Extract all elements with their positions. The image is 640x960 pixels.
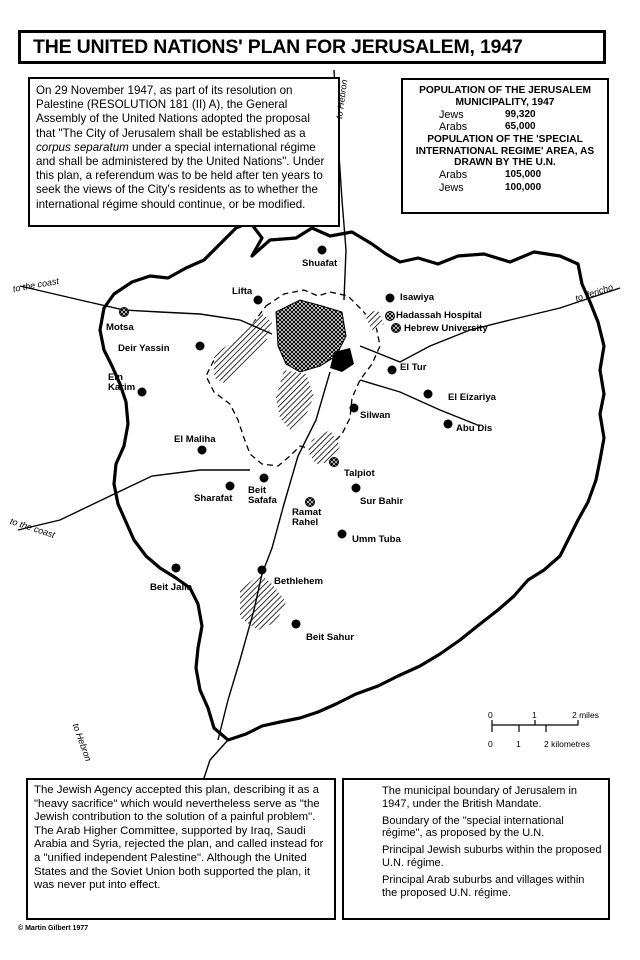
place-dot-motsa	[120, 308, 129, 317]
place-dot-umm-tuba	[338, 530, 346, 538]
place-label-hadassah: Hadassah Hospital	[396, 310, 482, 321]
population-row: Jews 100,000	[439, 181, 542, 194]
place-dot-ramat-rahel	[306, 498, 315, 507]
place-label-beit-sahur: Beit Sahur	[306, 632, 354, 643]
road-label-coast-sw: to the coast	[8, 516, 57, 540]
place-label-motsa: Motsa	[106, 322, 134, 333]
place-dot-isawiya	[386, 294, 394, 302]
place-dot-lifta	[254, 296, 262, 304]
place-label-beit-jalla: Beit Jalla	[150, 582, 193, 593]
place-label-el-maliha: El Maliha	[174, 434, 216, 445]
place-dot-beit-safafa	[260, 474, 268, 482]
place-label-lifta: Lifta	[232, 286, 253, 297]
copyright: © Martin Gilbert 1977	[18, 925, 89, 932]
road-label-jericho: to Jericho	[574, 281, 615, 304]
place-label-deir-yassin: Deir Yassin	[118, 343, 170, 354]
intro-text-1: On 29 November 1947, as part of its resolution on Palestine (RESOLUTION 181 (II) A), the General Assembly of the United Nations adopted the proposal that "The City of Jerusalem shall be established as a	[36, 84, 310, 140]
population-row: Jews 99,320	[439, 108, 536, 121]
place-dot-talpiot	[330, 458, 339, 467]
place-dot-deir-yassin	[196, 342, 204, 350]
road-label-coast-west: to the coast	[12, 275, 60, 294]
place-label-ramat-rahel: Ramat Rahel	[292, 507, 322, 528]
place-dot-sharafat	[226, 482, 234, 490]
scale-miles-0: 0	[488, 710, 493, 720]
jewish-area-rehavia	[276, 370, 314, 432]
place-dot-hadassah-hospital	[386, 312, 395, 321]
map-title: THE UNITED NATIONS' PLAN FOR JERUSALEM, 1947	[33, 35, 523, 58]
scale-bar	[492, 720, 578, 732]
place-dot-beit-sahur	[292, 620, 300, 628]
scale-miles-2: 2 miles	[572, 710, 599, 720]
road-label-hebron-north: to Hebron	[334, 78, 350, 120]
legend-jewish: Principal Jewish suburbs within the proposed U.N. régime.	[382, 844, 602, 869]
place-dots	[120, 246, 453, 628]
place-label-umm-tuba: Umm Tuba	[352, 534, 401, 545]
place-label-el-eizariya: El Eizariya	[448, 392, 496, 403]
title-box	[18, 30, 606, 64]
place-dot-shuafat	[318, 246, 326, 254]
agency-text: The Jewish Agency accepted this plan, describing it as a "heavy sacrifice" which would nevertheless serve as "the Jewish contribution to the solution of a painful problem". The Arab Higher Committee, supported by Iraq, Saudi Arabia and Syria, rejected the plan, and called instead for a "unified independent Palestine". Although the United States and the Soviet Union both supported the plan, it was never put into effect.	[34, 784, 324, 892]
place-label-beit-safafa: Beit Safafa	[248, 485, 277, 506]
road-label-hebron-south: to Hebron	[70, 722, 94, 763]
jewish-area-mount-scopus	[364, 310, 384, 330]
place-label-el-tur: El Tur	[400, 362, 427, 373]
place-dot-beit-jalla	[172, 564, 180, 572]
place-label-isawiya: Isawiya	[400, 292, 435, 303]
place-label-shuafat: Shuafat	[302, 258, 338, 269]
legend-regime: Boundary of the "special international régime", as proposed by the U.N.	[382, 814, 564, 840]
place-dot-el-maliha	[198, 446, 206, 454]
intro-text-2: under a special international régime and shall be administered by the United Nations". Under this plan, a referendum was to be held after ten years to seek the views of the City's residents as to whether the international régime should continue, or be modified.	[36, 140, 325, 211]
place-label-talpiot: Talpiot	[344, 468, 375, 479]
scale-km-0: 0	[488, 739, 493, 749]
place-label-abu-dis: Abu Dis	[456, 423, 493, 434]
place-label-sharafat: Sharafat	[194, 493, 233, 504]
place-label-sur-bahir: Sur Bahir	[360, 496, 404, 507]
place-dot-bethlehem	[258, 566, 266, 574]
place-label-ein-karim: Ein Karim	[108, 372, 136, 393]
place-dot-el-eizariya	[424, 390, 432, 398]
place-label-bethlehem: Bethlehem	[274, 576, 324, 587]
place-label-silwan: Silwan	[360, 410, 391, 421]
road-bethlehem	[218, 372, 330, 740]
legend-arab: Principal Arab suburbs and villages within the proposed U.N. régime.	[382, 873, 585, 899]
population-row: Arabs 105,000	[439, 169, 542, 182]
place-dot-silwan	[350, 404, 358, 412]
scale-miles-1: 1	[532, 710, 537, 720]
place-dot-el-tur	[388, 366, 396, 374]
legend-box	[342, 778, 610, 920]
place-dot-hebrew-university	[392, 324, 401, 333]
place-dot-sur-bahir	[352, 484, 360, 492]
agency-text-box	[26, 778, 336, 920]
intro-text-italic: corpus separatum	[36, 140, 129, 154]
legend-municipal: The municipal boundary of Jerusalem in 1947, under the British Mandate.	[382, 785, 578, 810]
population-box	[401, 78, 609, 214]
population-row: Arabs 65,000	[439, 121, 536, 134]
place-dot-abu-dis	[444, 420, 452, 428]
scale-km-2: 2 kilometres	[544, 739, 590, 749]
place-label-hebrew-university: Hebrew University	[404, 323, 488, 334]
population-heading-municipality: POPULATION OF THE JERUSALEM MUNICIPALITY, 1947	[419, 85, 591, 108]
intro-text-box	[28, 77, 340, 227]
population-heading-regime: POPULATION OF THE 'SPECIAL INTERNATIONAL REGIME' AREA, AS DRAWN BY THE U.N.	[415, 133, 595, 169]
scale-km-1: 1	[516, 739, 521, 749]
jewish-area-west	[214, 314, 272, 384]
